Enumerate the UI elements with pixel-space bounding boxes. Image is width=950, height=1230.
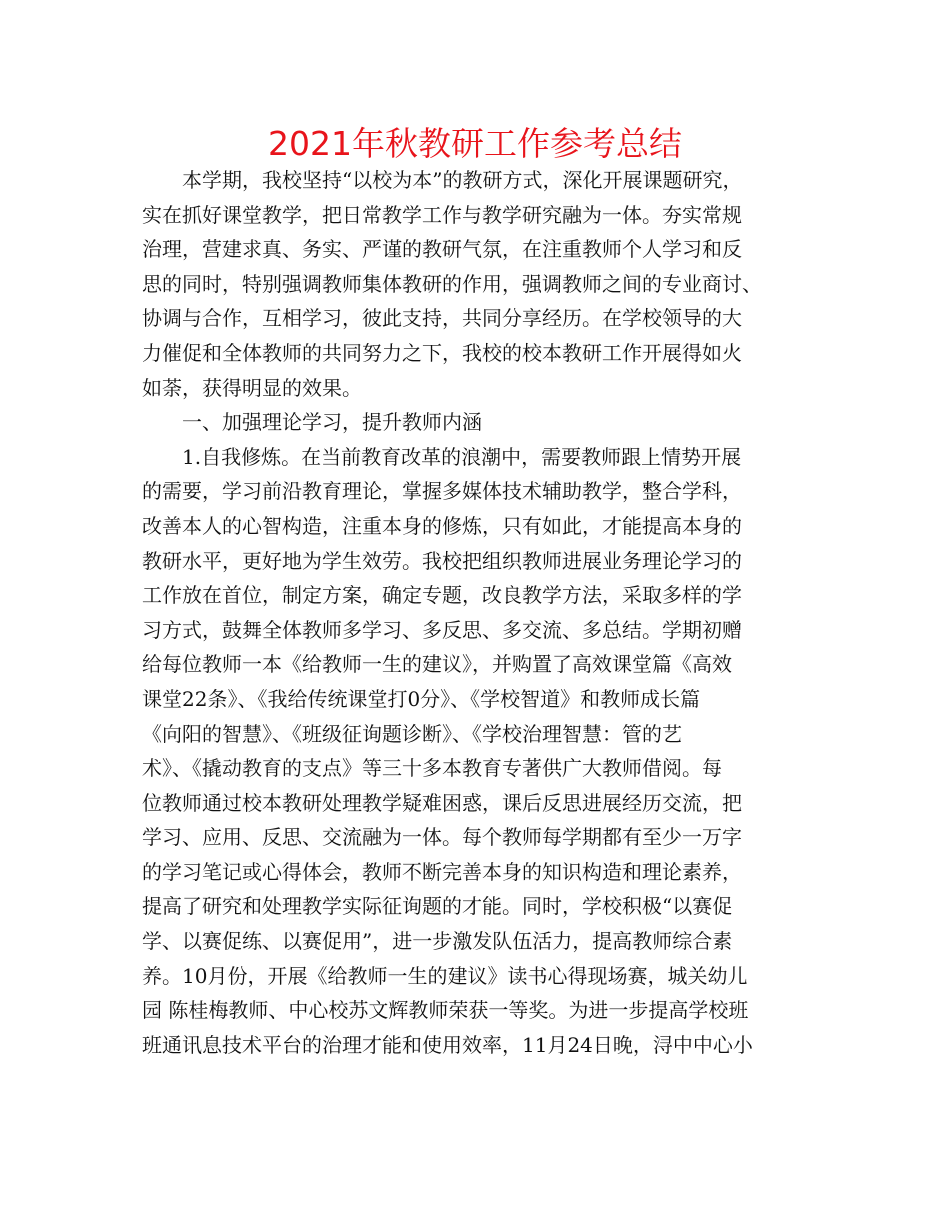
text-line: 协调与合作，互相学习，彼此支持，共同分享经历。在学校领导的大 [142, 306, 742, 331]
text-line: 的学习笔记或心得体会，教师不断完善本身的知识构造和理论素养， [142, 859, 742, 884]
text-line: 一、加强理论学习，提升教师内涵 [182, 410, 482, 435]
text-line: 学习、应用、反思、交流融为一体。每个教师每学期都有至少一万字 [142, 825, 742, 850]
text-line: 工作放在首位，制定方案，确定专题，改良教学方法，采取多样的学 [142, 583, 742, 608]
text-line: 1.自我修炼。在当前教育改革的浪潮中，需要教师跟上情势开展 [182, 444, 742, 469]
text-line: 学、以赛促练、以赛促用”，进一步激发队伍活力，提高教师综合素 [142, 929, 733, 954]
text-line: 养。10月份，开展《给教师一生的建议》读书心得现场赛，城关幼儿 [142, 963, 748, 988]
document-title: 2021年秋教研工作参考总结 [268, 124, 682, 163]
text-line: 思的同时，特别强调教师集体教研的作用，强调教师之间的专业商讨、 [142, 271, 762, 296]
text-line: 实在抓好课堂教学，把日常教学工作与教学研究融为一体。夯实常规 [142, 202, 742, 227]
text-line: 术》、《撬动教育的支点》等三十多本教育专著供广大教师借阅。每 [142, 756, 722, 781]
text-line: 如荼，获得明显的效果。 [142, 375, 362, 400]
text-line: 给每位教师一本《给教师一生的建议》，并购置了高效课堂篇《高效 [142, 652, 732, 677]
text-line: 提高了研究和处理教学实际征询题的才能。同时，学校积极“以赛促 [142, 894, 733, 919]
text-line: 《向阳的智慧》、《班级征询题诊断》、《学校治理智慧：管的艺 [142, 721, 682, 746]
document-body [142, 163, 842, 1062]
text-line: 课堂22条》、《我给传统课堂打0分》、《学校智道》和教师成长篇 [142, 686, 701, 711]
text-line: 本学期，我校坚持“以校为本”的教研方式，深化开展课题研究， [182, 168, 743, 192]
text-line: 治理，营建求真、务实、严谨的教研气氛，在注重教师个人学习和反 [142, 237, 742, 262]
text-line: 习方式，鼓舞全体教师多学习、多反思、多交流、多总结。学期初赠 [142, 617, 742, 642]
text-line: 园 陈桂梅教师、中心校苏文辉教师荣获一等奖。为进一步提高学校班 [142, 998, 749, 1023]
text-line: 改善本人的心智构造，注重本身的修炼，只有如此，才能提高本身的 [142, 513, 742, 538]
text-line: 的需要，学习前沿教育理论，掌握多媒体技术辅助教学，整合学科， [142, 479, 742, 504]
text-line: 力催促和全体教师的共同努力之下，我校的校本教研工作开展得如火 [142, 340, 742, 365]
text-line: 位教师通过校本教研处理教学疑难困惑，课后反思进展经历交流，把 [142, 790, 742, 815]
text-line: 班通讯息技术平台的治理才能和使用效率，11月24日晚，浔中中心小 [142, 1032, 753, 1057]
text-line: 教研水平，更好地为学生效劳。我校把组织教师进展业务理论学习的 [142, 548, 742, 573]
